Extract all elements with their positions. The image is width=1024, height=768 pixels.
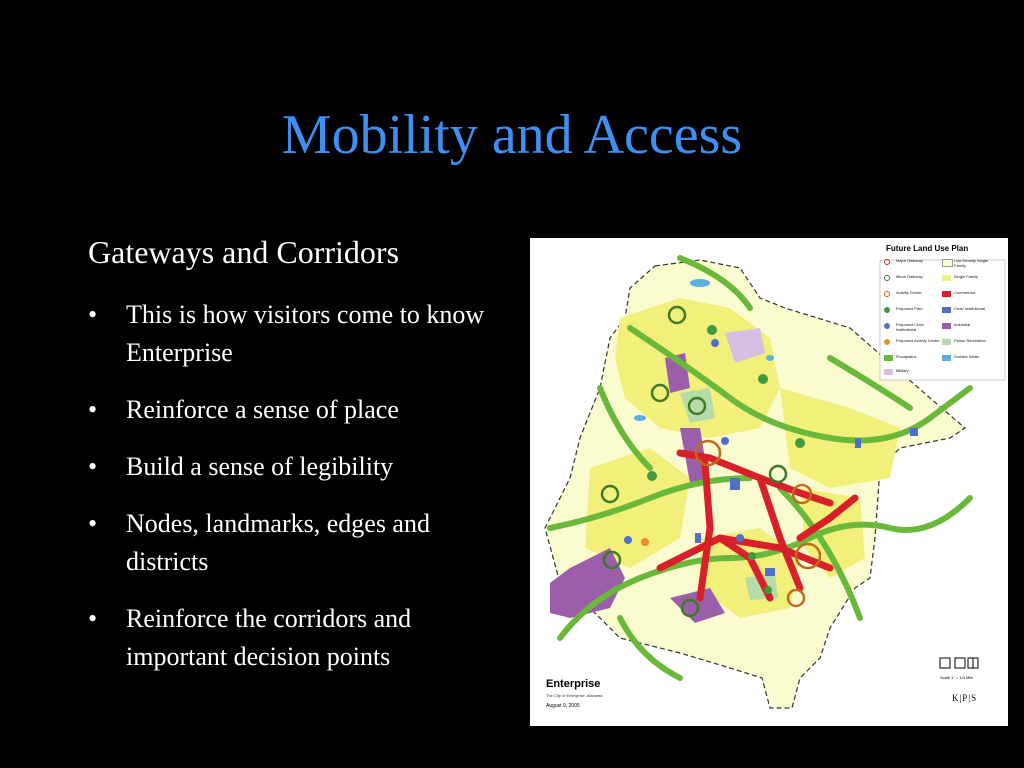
legend-item: Commercial [942,290,998,301]
bullet-list [88,296,508,695]
bullet-item [88,600,508,676]
bullet-text: Reinforce the corridors and important decision points [126,604,412,671]
legend-item: Minor Gateway [884,274,940,285]
legend-item: Major Gateway [884,258,940,269]
bullet-item [88,448,508,486]
bullet-item [88,296,508,372]
proposed-park-icon [884,307,890,313]
activity-center-icon [884,291,890,297]
bullet-text: Nodes, landmarks, edges and districts [126,509,430,576]
proposed-activity-center-icon [884,339,890,345]
swatch-icon [942,259,953,267]
bullet-item [88,505,508,581]
slide-title: Mobility and Access [281,104,743,166]
legend-item: Parks/ Recreation [942,338,998,349]
bullet-marker: • [88,395,98,424]
firm-logo: K|P|S [952,693,978,703]
legend-item: Low Density Single Family [942,258,998,269]
swatch-icon [942,307,951,313]
legend-item: Surface Water [942,354,998,365]
legend-item: Single Family [942,274,998,285]
legend-item: Proposed Civic/ Institutional [884,322,940,333]
section-heading: Gateways and Corridors [88,234,400,270]
swatch-icon [942,339,951,345]
bullet-item [88,391,508,429]
swatch-icon [884,369,893,375]
legend-item: Military [884,368,940,379]
map-date: August 9, 2005 [546,703,580,709]
legend-item: Proposed Activity Center [884,338,940,349]
legend-item: Civic/ Institutional [942,306,998,317]
bullet-text: Reinforce a sense of place [126,395,399,424]
swatch-icon [942,291,951,297]
minor-gateway-icon [884,275,890,281]
scale-bar [940,658,978,668]
map-title: Future Land Use Plan [886,244,969,253]
scale-label: Scale 1" = 1/4 Mile [940,675,974,680]
legend-item: Industrial [942,322,998,333]
bullet-marker: • [88,452,98,481]
bullet-text: Build a sense of legibility [126,452,394,481]
swatch-icon [884,355,893,361]
bullet-marker: • [88,509,98,538]
bullet-text: This is how visitors come to know Enterprise [126,300,485,367]
legend-item: Proposed Park [884,306,940,317]
legend-item: Activity Center [884,290,940,301]
swatch-icon [942,355,951,361]
proposed-civic-icon [884,323,890,329]
bullet-marker: • [88,604,98,633]
major-gateway-icon [884,259,890,265]
land-use-map [530,238,1008,726]
city-logo: Enterprise [546,678,601,690]
swatch-icon [942,275,951,281]
bullet-marker: • [88,300,98,329]
swatch-icon [942,323,951,329]
legend-item: Floodplains [884,354,940,365]
city-logo-subtitle: The City of Enterprise, Alabama [546,693,603,698]
